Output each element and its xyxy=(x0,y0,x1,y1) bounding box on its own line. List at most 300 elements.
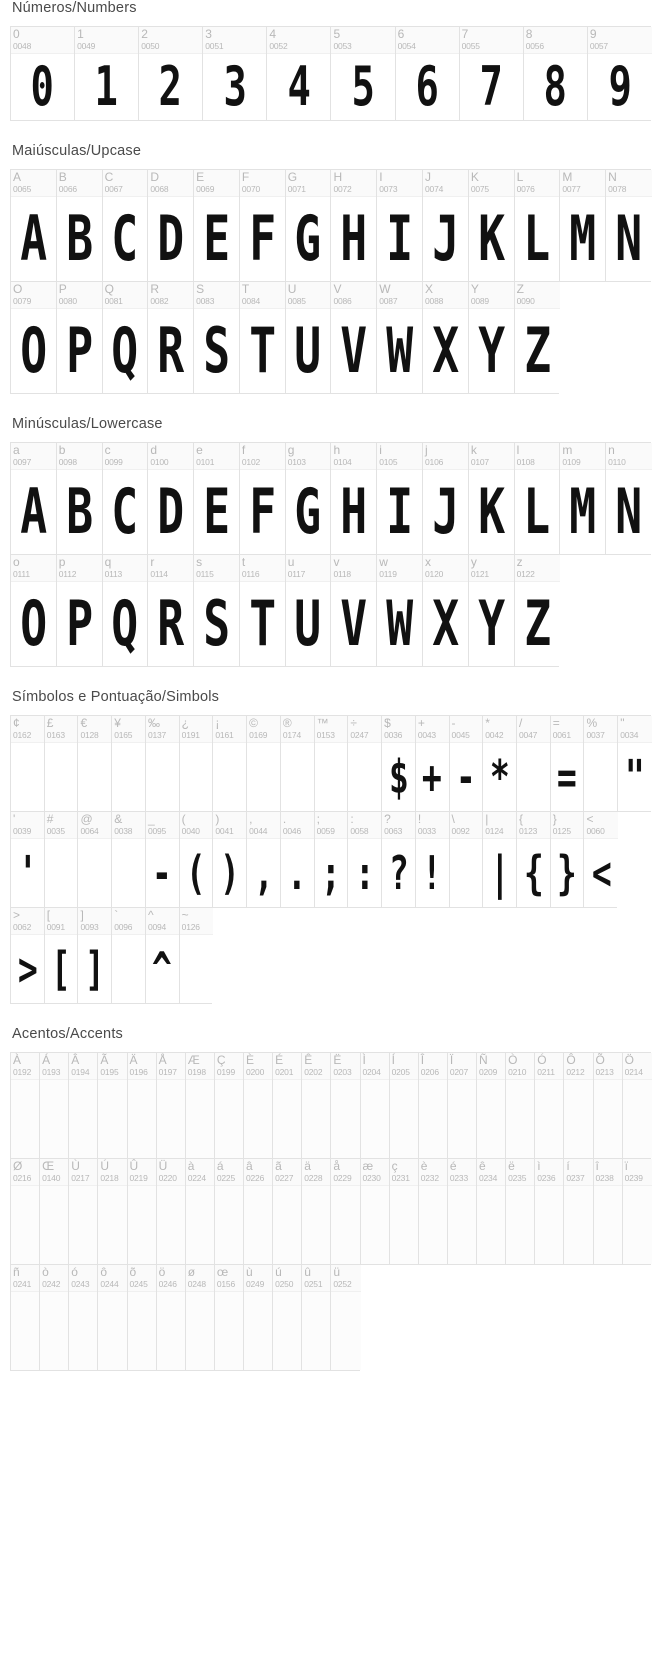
glyph-preview xyxy=(423,309,468,393)
glyph-char-label: Ä xyxy=(129,1053,138,1067)
glyph-render: L xyxy=(523,202,551,275)
glyph-cell[interactable] xyxy=(348,716,382,811)
glyph-charcode-label: 0108 xyxy=(516,457,535,467)
glyph-cell[interactable] xyxy=(69,1265,98,1370)
glyph-cell[interactable] xyxy=(273,1053,302,1158)
glyph-cell[interactable] xyxy=(240,282,286,393)
glyph-cell[interactable] xyxy=(377,443,423,554)
glyph-cell[interactable] xyxy=(40,1265,69,1370)
glyph-charcode-label: 0228 xyxy=(304,1173,323,1183)
glyph-preview xyxy=(477,1186,505,1264)
glyph-cell[interactable] xyxy=(186,1053,215,1158)
glyph-cell-header xyxy=(348,716,381,743)
glyph-cell-header xyxy=(69,1053,97,1080)
glyph-cell-header xyxy=(551,812,584,839)
glyph-cell[interactable] xyxy=(240,443,286,554)
glyph-cell[interactable] xyxy=(157,1265,186,1370)
glyph-char-label: h xyxy=(333,443,341,457)
glyph-cell[interactable] xyxy=(57,555,103,666)
glyph-cell[interactable] xyxy=(517,812,551,907)
glyph-cell[interactable] xyxy=(98,1265,127,1370)
glyph-preview xyxy=(57,309,102,393)
glyph-cell[interactable] xyxy=(11,716,45,811)
glyph-charcode-label: 0039 xyxy=(13,826,32,836)
glyph-cell[interactable] xyxy=(515,443,561,554)
glyph-cell[interactable] xyxy=(139,27,203,120)
glyph-charcode-label: 0059 xyxy=(316,826,335,836)
glyph-cell[interactable] xyxy=(11,812,45,907)
glyph-cell[interactable] xyxy=(382,716,416,811)
glyph-render: ) xyxy=(219,846,240,900)
glyph-charcode-label: 0165 xyxy=(114,730,133,740)
glyph-cell[interactable] xyxy=(331,1265,360,1370)
glyph-cell-header xyxy=(302,1159,330,1186)
glyph-cell[interactable] xyxy=(560,443,606,554)
glyph-charcode-label: 0083 xyxy=(196,296,215,306)
glyph-char-label: Ú xyxy=(100,1159,110,1173)
glyph-cell[interactable] xyxy=(515,170,561,281)
glyph-cell[interactable] xyxy=(423,170,469,281)
glyph-char-label: Á xyxy=(42,1053,51,1067)
glyph-cell[interactable] xyxy=(128,1053,157,1158)
glyph-cell[interactable] xyxy=(551,812,585,907)
glyph-cell[interactable] xyxy=(180,812,214,907)
glyph-cell[interactable] xyxy=(215,1159,244,1264)
glyph-char-label: 3 xyxy=(205,27,212,41)
glyph-preview xyxy=(240,309,285,393)
glyph-cell[interactable] xyxy=(157,1053,186,1158)
glyph-section xyxy=(0,0,661,121)
glyph-cell[interactable] xyxy=(40,1053,69,1158)
glyph-cell[interactable] xyxy=(103,170,149,281)
glyph-cell-header xyxy=(423,555,468,582)
glyph-cell[interactable] xyxy=(515,555,561,666)
glyph-cell[interactable] xyxy=(247,716,281,811)
glyph-preview xyxy=(331,1080,359,1158)
glyph-char-label: ö xyxy=(158,1265,166,1279)
glyph-cell[interactable] xyxy=(103,443,149,554)
glyph-cell[interactable] xyxy=(40,1159,69,1264)
glyph-charcode-label: 0055 xyxy=(461,41,480,51)
glyph-cell-header xyxy=(148,170,193,197)
glyph-cell[interactable] xyxy=(103,555,149,666)
glyph-cell[interactable] xyxy=(483,812,517,907)
glyph-cell[interactable] xyxy=(180,716,214,811)
glyph-preview xyxy=(286,582,331,666)
glyph-cell[interactable] xyxy=(584,716,618,811)
glyph-char-label: 4 xyxy=(269,27,277,41)
glyph-char-label: © xyxy=(249,716,258,730)
glyph-cell[interactable] xyxy=(213,812,247,907)
glyph-cell[interactable] xyxy=(78,812,112,907)
glyph-cell[interactable] xyxy=(390,1053,419,1158)
glyph-cell[interactable] xyxy=(331,443,377,554)
glyph-cell[interactable] xyxy=(112,812,146,907)
glyph-render: M xyxy=(569,475,597,548)
glyph-cell[interactable] xyxy=(286,282,332,393)
glyph-cell[interactable] xyxy=(148,555,194,666)
glyph-charcode-label: 0123 xyxy=(519,826,538,836)
glyph-render: I xyxy=(386,475,414,548)
glyph-preview xyxy=(112,743,145,811)
glyph-cell[interactable] xyxy=(146,716,180,811)
glyph-cell-header xyxy=(146,908,179,935)
glyph-char-label: ã xyxy=(275,1159,282,1173)
section-title: Acentos/Accents xyxy=(12,1026,123,1042)
glyph-cell-header xyxy=(560,443,605,470)
glyph-cell[interactable] xyxy=(186,1159,215,1264)
glyph-cell[interactable] xyxy=(148,170,194,281)
glyph-cell[interactable] xyxy=(11,908,45,1003)
glyph-cell[interactable] xyxy=(302,1053,331,1158)
glyph-cell[interactable] xyxy=(361,1159,390,1264)
glyph-charcode-label: 0120 xyxy=(425,569,444,579)
glyph-cell[interactable] xyxy=(477,1159,506,1264)
glyph-cell[interactable] xyxy=(57,282,103,393)
glyph-cell[interactable] xyxy=(623,1053,652,1158)
glyph-cell[interactable] xyxy=(215,1265,244,1370)
glyph-cell[interactable] xyxy=(302,1159,331,1264)
glyph-cell[interactable] xyxy=(194,555,240,666)
glyph-cell[interactable] xyxy=(423,282,469,393)
glyph-preview xyxy=(281,743,314,811)
glyph-cell[interactable] xyxy=(506,1053,535,1158)
glyph-cell[interactable] xyxy=(377,170,423,281)
section-rows xyxy=(0,442,661,667)
glyph-char-label: v xyxy=(333,555,340,569)
glyph-row xyxy=(10,169,651,282)
glyph-preview xyxy=(448,1080,476,1158)
glyph-cell[interactable] xyxy=(348,812,382,907)
glyph-charcode-label: 0105 xyxy=(379,457,398,467)
glyph-cell[interactable] xyxy=(98,1053,127,1158)
glyph-charcode-label: 0227 xyxy=(275,1173,294,1183)
glyph-cell[interactable] xyxy=(551,716,585,811)
glyph-cell-header xyxy=(331,282,376,309)
glyph-charcode-label: 0203 xyxy=(333,1067,352,1077)
glyph-cell[interactable] xyxy=(564,1159,593,1264)
glyph-cell[interactable] xyxy=(331,170,377,281)
glyph-char-label: e xyxy=(196,443,203,457)
glyph-cell-header xyxy=(377,282,422,309)
glyph-preview xyxy=(315,839,348,907)
glyph-cell-header xyxy=(281,716,314,743)
glyph-cell[interactable] xyxy=(244,1053,273,1158)
glyph-cell[interactable] xyxy=(396,27,460,120)
glyph-cell[interactable] xyxy=(623,1159,652,1264)
glyph-cell[interactable] xyxy=(564,1053,593,1158)
glyph-cell[interactable] xyxy=(419,1053,448,1158)
glyph-preview xyxy=(148,309,193,393)
glyph-cell[interactable] xyxy=(194,282,240,393)
glyph-cell[interactable] xyxy=(69,1053,98,1158)
glyph-cell[interactable] xyxy=(331,282,377,393)
glyph-row xyxy=(10,1265,360,1371)
glyph-cell[interactable] xyxy=(148,282,194,393)
glyph-cell-header xyxy=(273,1265,301,1292)
glyph-char-label: " xyxy=(620,716,625,730)
glyph-cell-header xyxy=(148,443,193,470)
glyph-preview xyxy=(606,470,652,554)
glyph-cell-header xyxy=(215,1265,243,1292)
glyph-render: { xyxy=(523,846,544,900)
glyph-charcode-label: 0035 xyxy=(46,826,65,836)
glyph-cell[interactable] xyxy=(281,716,315,811)
glyph-cell-header xyxy=(11,1159,39,1186)
glyph-row xyxy=(10,1052,651,1159)
glyph-char-label: R xyxy=(150,282,160,296)
glyph-cell[interactable] xyxy=(361,1053,390,1158)
glyph-preview xyxy=(11,309,56,393)
glyph-charcode-label: 0198 xyxy=(187,1067,206,1077)
glyph-cell[interactable] xyxy=(560,170,606,281)
glyph-render: G xyxy=(294,202,322,275)
glyph-preview xyxy=(244,1186,272,1264)
glyph-char-label: M xyxy=(562,170,573,184)
glyph-cell[interactable] xyxy=(78,716,112,811)
glyph-cell-header xyxy=(57,555,102,582)
glyph-cell[interactable] xyxy=(57,170,103,281)
glyph-cell[interactable] xyxy=(469,555,515,666)
glyph-cell[interactable] xyxy=(69,1159,98,1264)
glyph-cell-header xyxy=(57,282,102,309)
glyph-preview xyxy=(240,197,285,281)
glyph-cell[interactable] xyxy=(247,812,281,907)
glyph-cell[interactable] xyxy=(128,1159,157,1264)
glyph-render: 4 xyxy=(287,55,311,118)
glyph-cell-header xyxy=(194,170,239,197)
glyph-cell[interactable] xyxy=(45,908,79,1003)
glyph-char-label: n xyxy=(608,443,615,457)
glyph-char-label: Ù xyxy=(71,1159,80,1173)
glyph-cell[interactable] xyxy=(331,1159,360,1264)
glyph-charcode-label: 0034 xyxy=(620,730,639,740)
glyph-cell[interactable] xyxy=(506,1159,535,1264)
glyph-cell[interactable] xyxy=(267,27,331,120)
glyph-preview xyxy=(240,470,285,554)
glyph-charcode-label: 0086 xyxy=(333,296,352,306)
glyph-cell[interactable] xyxy=(148,443,194,554)
glyph-char-label: 8 xyxy=(525,27,533,41)
glyph-cell[interactable] xyxy=(194,170,240,281)
glyph-render: " xyxy=(625,750,646,804)
glyph-cell[interactable] xyxy=(315,812,349,907)
glyph-cell[interactable] xyxy=(450,812,484,907)
glyph-cell[interactable] xyxy=(203,27,267,120)
glyph-char-label: Õ xyxy=(595,1053,605,1067)
glyph-cell[interactable] xyxy=(194,443,240,554)
glyph-char-label: ' xyxy=(13,812,16,826)
glyph-char-label: Q xyxy=(104,282,114,296)
glyph-cell[interactable] xyxy=(469,443,515,554)
glyph-cell[interactable] xyxy=(240,555,286,666)
glyph-cell[interactable] xyxy=(517,716,551,811)
glyph-render: } xyxy=(557,846,578,900)
glyph-preview xyxy=(128,1186,156,1264)
glyph-render: : xyxy=(354,846,375,900)
glyph-cell[interactable] xyxy=(240,170,286,281)
glyph-cell[interactable] xyxy=(460,27,524,120)
glyph-cell[interactable] xyxy=(78,908,112,1003)
glyph-cell[interactable] xyxy=(157,1159,186,1264)
glyph-cell[interactable] xyxy=(450,716,484,811)
glyph-char-label: } xyxy=(552,812,557,826)
glyph-charcode-label: 0079 xyxy=(13,296,32,306)
glyph-cell[interactable] xyxy=(281,812,315,907)
glyph-cell[interactable] xyxy=(469,282,515,393)
glyph-cell[interactable] xyxy=(128,1265,157,1370)
glyph-cell[interactable] xyxy=(11,170,57,281)
glyph-cell[interactable] xyxy=(423,555,469,666)
glyph-render: ' xyxy=(17,846,38,900)
glyph-cell-header xyxy=(483,716,516,743)
glyph-char-label: q xyxy=(104,555,112,569)
glyph-cell[interactable] xyxy=(331,27,395,120)
glyph-charcode-label: 0042 xyxy=(485,730,504,740)
glyph-cell[interactable] xyxy=(382,812,416,907)
glyph-charcode-label: 0121 xyxy=(470,569,489,579)
glyph-cell[interactable] xyxy=(273,1265,302,1370)
glyph-char-label: ô xyxy=(100,1265,108,1279)
glyph-cell[interactable] xyxy=(377,282,423,393)
glyph-preview xyxy=(146,839,179,907)
glyph-cell[interactable] xyxy=(448,1159,477,1264)
glyph-cell[interactable] xyxy=(302,1265,331,1370)
glyph-cell[interactable] xyxy=(416,716,450,811)
glyph-cell[interactable] xyxy=(594,1159,623,1264)
glyph-cell-header xyxy=(40,1053,68,1080)
glyph-char-label: é xyxy=(449,1159,457,1173)
glyph-cell[interactable] xyxy=(515,282,561,393)
glyph-cell[interactable] xyxy=(535,1053,564,1158)
glyph-cell[interactable] xyxy=(11,1265,40,1370)
glyph-cell[interactable] xyxy=(606,443,652,554)
glyph-cell[interactable] xyxy=(112,716,146,811)
glyph-charcode-label: 0162 xyxy=(13,730,32,740)
glyph-preview xyxy=(331,582,376,666)
glyph-cell[interactable] xyxy=(244,1159,273,1264)
glyph-render: B xyxy=(65,202,93,275)
glyph-cell[interactable] xyxy=(11,555,57,666)
glyph-preview xyxy=(416,839,449,907)
glyph-cell[interactable] xyxy=(423,443,469,554)
glyph-cell[interactable] xyxy=(11,1159,40,1264)
glyph-cell[interactable] xyxy=(448,1053,477,1158)
glyph-cell[interactable] xyxy=(524,27,588,120)
glyph-render: D xyxy=(157,202,185,275)
glyph-cell[interactable] xyxy=(11,443,57,554)
glyph-render: X xyxy=(431,587,459,660)
glyph-cell[interactable] xyxy=(377,555,423,666)
glyph-charcode-label: 0199 xyxy=(216,1067,235,1077)
glyph-cell[interactable] xyxy=(483,716,517,811)
glyph-cell[interactable] xyxy=(146,908,180,1003)
glyph-charcode-label: 0118 xyxy=(333,569,351,579)
glyph-cell[interactable] xyxy=(286,170,332,281)
glyph-char-label: f xyxy=(241,443,246,457)
glyph-charcode-label: 0109 xyxy=(562,457,581,467)
glyph-cell[interactable] xyxy=(57,443,103,554)
glyph-cell[interactable] xyxy=(419,1159,448,1264)
glyph-cell[interactable] xyxy=(103,282,149,393)
glyph-char-label: G xyxy=(287,170,298,184)
glyph-cell[interactable] xyxy=(416,812,450,907)
glyph-render: I xyxy=(386,202,414,275)
glyph-char-label: k xyxy=(470,443,477,457)
glyph-cell[interactable] xyxy=(98,1159,127,1264)
glyph-cell[interactable] xyxy=(45,812,79,907)
glyph-cell[interactable] xyxy=(180,908,214,1003)
glyph-char-label: # xyxy=(46,812,54,826)
glyph-cell[interactable] xyxy=(584,812,618,907)
glyph-charcode-label: 0096 xyxy=(114,922,133,932)
glyph-cell[interactable] xyxy=(390,1159,419,1264)
glyph-cell[interactable] xyxy=(286,555,332,666)
glyph-charcode-label: 0206 xyxy=(420,1067,439,1077)
glyph-cell[interactable] xyxy=(315,716,349,811)
glyph-cell[interactable] xyxy=(594,1053,623,1158)
glyph-preview xyxy=(146,743,179,811)
glyph-cell[interactable] xyxy=(331,555,377,666)
glyph-char-label: à xyxy=(187,1159,195,1173)
glyph-cell[interactable] xyxy=(606,170,652,281)
glyph-preview xyxy=(11,470,56,554)
glyph-char-label: t xyxy=(241,555,246,569)
glyph-cell[interactable] xyxy=(11,1053,40,1158)
glyph-preview xyxy=(186,1292,214,1370)
glyph-char-label: Ü xyxy=(158,1159,168,1173)
glyph-cell[interactable] xyxy=(588,27,652,120)
glyph-render: S xyxy=(203,314,230,387)
glyph-cell[interactable] xyxy=(112,908,146,1003)
glyph-cell[interactable] xyxy=(618,716,652,811)
glyph-cell[interactable] xyxy=(45,716,79,811)
glyph-cell[interactable] xyxy=(215,1053,244,1158)
glyph-cell[interactable] xyxy=(244,1265,273,1370)
glyph-cell[interactable] xyxy=(469,170,515,281)
glyph-cell[interactable] xyxy=(146,812,180,907)
glyph-cell-header xyxy=(240,555,285,582)
glyph-charcode-label: 0101 xyxy=(196,457,215,467)
glyph-cell[interactable] xyxy=(331,1053,360,1158)
glyph-render: 7 xyxy=(479,55,503,118)
glyph-cell[interactable] xyxy=(11,27,75,120)
glyph-cell[interactable] xyxy=(273,1159,302,1264)
glyph-cell-header xyxy=(11,716,44,743)
glyph-char-label: N xyxy=(608,170,617,184)
glyph-render: A xyxy=(19,202,47,275)
glyph-char-label: Í xyxy=(391,1053,395,1067)
glyph-cell[interactable] xyxy=(11,282,57,393)
glyph-cell[interactable] xyxy=(186,1265,215,1370)
glyph-charcode-label: 0243 xyxy=(71,1279,90,1289)
glyph-cell-header xyxy=(98,1053,126,1080)
glyph-cell-header xyxy=(128,1159,156,1186)
glyph-cell[interactable] xyxy=(477,1053,506,1158)
glyph-preview xyxy=(11,1292,39,1370)
glyph-cell-header xyxy=(515,170,560,197)
glyph-cell[interactable] xyxy=(75,27,139,120)
glyph-preview xyxy=(11,1080,39,1158)
glyph-preview xyxy=(11,935,44,1003)
glyph-preview xyxy=(78,839,111,907)
glyph-cell[interactable] xyxy=(535,1159,564,1264)
glyph-charcode-label: 0040 xyxy=(181,826,200,836)
glyph-char-label: $ xyxy=(384,716,391,730)
glyph-cell[interactable] xyxy=(286,443,332,554)
glyph-cell[interactable] xyxy=(213,716,247,811)
glyph-preview xyxy=(419,1080,447,1158)
